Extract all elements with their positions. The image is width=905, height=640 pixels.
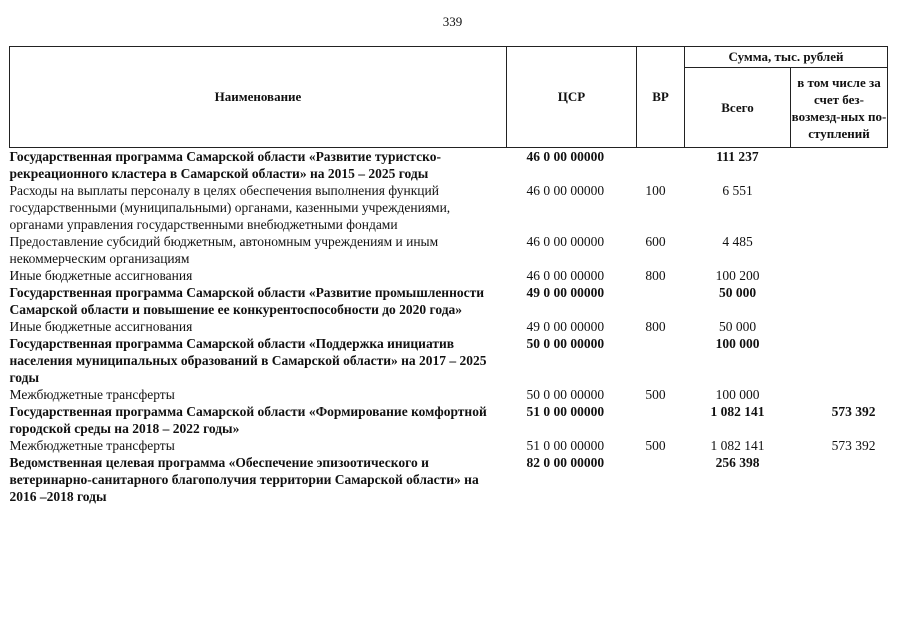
row-vr: 600 <box>645 234 666 249</box>
table-row <box>10 233 888 267</box>
row-csr: 50 0 00 00000 <box>526 387 605 402</box>
row-name: Государственная программа Самарской области «Развитие туристско-рекреационного кластера в Самарской области» на 2015 – 2025 годы <box>9 149 441 181</box>
row-free-receipts: 573 392 <box>831 404 876 419</box>
row-free-receipts <box>791 386 888 403</box>
table-row <box>10 267 888 284</box>
header-free-receipts: в том числе за счет без-возмезд-ных по-ступлений <box>791 68 888 148</box>
row-name: Ведомственная целевая программа «Обеспечение эпизоотического и ветеринарно-санитарного благополучия территории Самарской области» на 2016 –2018 годы <box>9 455 479 504</box>
row-free-receipts <box>791 318 888 335</box>
row-total: 1 082 141 <box>710 438 765 453</box>
row-vr: 500 <box>645 387 666 402</box>
row-csr: 82 0 00 00000 <box>526 455 605 470</box>
header-vr: ВР <box>637 47 685 148</box>
table-row <box>10 437 888 454</box>
row-free-receipts <box>791 267 888 284</box>
header-name: Наименование <box>10 47 507 148</box>
row-csr: 51 0 00 00000 <box>526 438 605 453</box>
table-body <box>10 148 888 506</box>
row-vr: 500 <box>645 438 666 453</box>
row-csr: 49 0 00 00000 <box>526 319 605 334</box>
table-row <box>10 454 888 505</box>
row-name: Иные бюджетные ассигнования <box>9 319 193 334</box>
row-csr: 46 0 00 00000 <box>526 268 605 283</box>
row-total: 4 485 <box>722 234 753 249</box>
row-csr: 46 0 00 00000 <box>526 149 605 164</box>
table-row <box>10 403 888 437</box>
row-total: 50 000 <box>718 319 757 334</box>
table-row <box>10 386 888 403</box>
row-csr: 46 0 00 00000 <box>526 183 605 198</box>
table-row <box>10 148 888 183</box>
row-name: Государственная программа Самарской области «Поддержка инициатив населения муниципальных образований в Самарской области» на 2017 – 2025 годы <box>9 336 487 385</box>
row-free-receipts <box>791 284 888 318</box>
row-vr <box>637 335 685 386</box>
row-name: Межбюджетные трансферты <box>9 438 175 453</box>
table-row <box>10 182 888 233</box>
row-free-receipts: 573 392 <box>831 438 876 453</box>
row-vr <box>637 403 685 437</box>
row-total: 50 000 <box>718 285 757 300</box>
row-csr: 51 0 00 00000 <box>526 404 605 419</box>
row-free-receipts <box>791 335 888 386</box>
row-name: Межбюджетные трансферты <box>9 387 175 402</box>
row-vr <box>637 454 685 505</box>
row-total: 6 551 <box>722 183 753 198</box>
row-name: Иные бюджетные ассигнования <box>9 268 193 283</box>
row-free-receipts <box>791 454 888 505</box>
row-csr: 46 0 00 00000 <box>526 234 605 249</box>
page-number: 339 <box>442 14 463 29</box>
row-vr <box>637 148 685 183</box>
row-total: 1 082 141 <box>710 404 765 419</box>
budget-table <box>9 46 888 505</box>
row-total: 100 000 <box>715 336 760 351</box>
row-name: Расходы на выплаты персоналу в целях обеспечения выполнения функций государственными (муниципальными) органами, казенными учреждениями, органами управления государственными внебюджетными фондами <box>9 183 451 232</box>
row-vr: 100 <box>645 183 666 198</box>
row-free-receipts <box>791 182 888 233</box>
row-total: 256 398 <box>715 455 760 470</box>
table-row <box>10 284 888 318</box>
row-free-receipts <box>791 233 888 267</box>
row-total: 111 237 <box>716 149 759 164</box>
row-free-receipts <box>791 148 888 183</box>
row-total: 100 200 <box>715 268 760 283</box>
row-vr: 800 <box>645 319 666 334</box>
row-name: Государственная программа Самарской области «Формирование комфортной городской среды на 2018 – 2022 годы» <box>9 404 487 436</box>
row-name: Государственная программа Самарской области «Развитие промышленности Самарской области и повышение ее конкурентоспособности до 2020 года» <box>9 285 485 317</box>
header-csr: ЦСР <box>507 47 637 148</box>
row-csr: 49 0 00 00000 <box>526 285 605 300</box>
row-name: Предоставление субсидий бюджетным, автономным учреждениям и иным некоммерческим организациям <box>9 234 439 266</box>
row-vr <box>637 284 685 318</box>
row-total: 100 000 <box>715 387 760 402</box>
row-vr: 800 <box>645 268 666 283</box>
table-row <box>10 318 888 335</box>
table-row <box>10 335 888 386</box>
header-sum-group: Сумма, тыс. рублей <box>685 47 888 68</box>
row-csr: 50 0 00 00000 <box>526 336 605 351</box>
header-total: Всего <box>685 68 791 148</box>
